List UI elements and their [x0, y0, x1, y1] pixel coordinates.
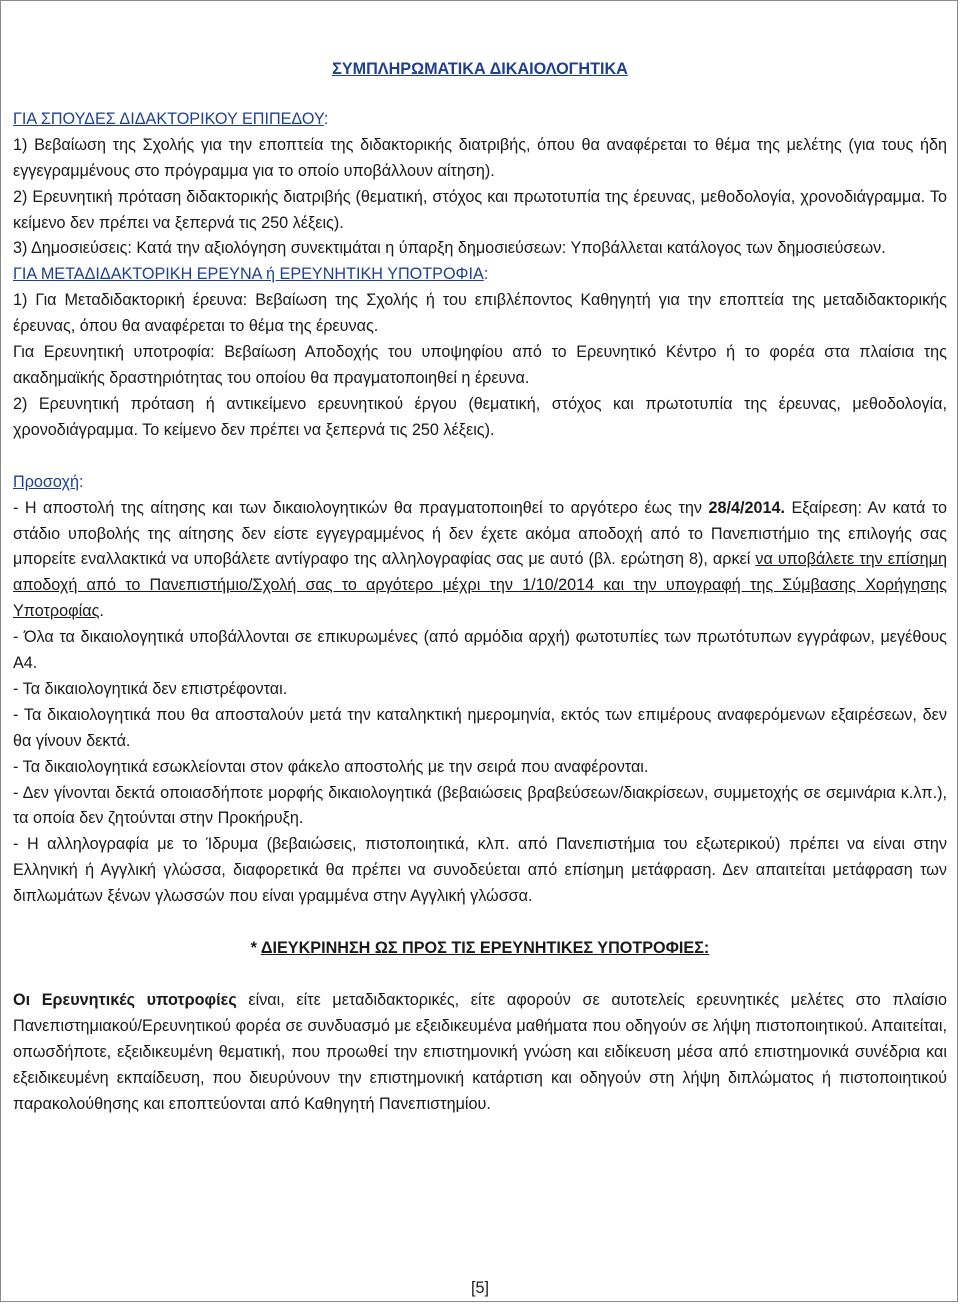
attention-bullet-4: - Τα δικαιολογητικά που θα αποσταλούν μετά την καταληκτική ημερομηνία, εκτός των επιμέρους αναφερόμενων εξαιρέσεων, δεν θα γίνουν δεκτά.	[13, 705, 947, 750]
page-title: ΣΥΜΠΛΗΡΩΜΑΤΙΚΑ ΔΙΚΑΙΟΛΟΓΗΤΙΚΑ	[332, 60, 628, 78]
attention-heading-colon: :	[78, 472, 84, 491]
postdoc-heading-colon: :	[483, 265, 489, 284]
acceptance-requirement: να υποβάλετε την επίσημη αποδοχή από το Πανεπιστήμιο/Σχολή σας το αργότερο μέχρι την 1/10/2014 και την υπογραφή της Σύμβασης Χορήγησης Υποτροφίας	[13, 550, 947, 621]
attention-bullet-1-text: - Η αποστολή της αίτησης και των δικαιολογητικών θα πραγματοποιηθεί το αργότερο έως την	[13, 498, 709, 517]
postdoc-item-2: 2) Ερευνητική πρόταση ή αντικείμενο ερευνητικού έργου (θεματική, στόχος και πρωτοτυπία της έρευνας, μεθοδολογία, χρονοδιάγραμμα. Το κείμενο δεν πρέπει να ξεπερνά τις 250 λέξεις).	[13, 394, 947, 439]
doctoral-item-2: 2) Ερευνητική πρόταση διδακτορικής διατριβής (θεματική, στόχος και πρωτοτυπία της έρευνας, μεθοδολογία, χρονοδιάγραμμα. Το κείμενο δεν πρέπει να ξεπερνά τις 250 λέξεις).	[13, 187, 947, 232]
doctoral-item-3: 3) Δημοσιεύσεις: Κατά την αξιολόγηση συνεκτιμάται η ύπαρξη δημοσιεύσεων: Υποβάλλεται κατάλογος των δημοσιεύσεων.	[13, 239, 886, 258]
clarification-text: είναι, είτε μεταδιδακτορικές, είτε αφορούν σε αυτοτελείς ερευνητικές μελέτες στο πλαίσιο Πανεπιστημιακού/Ερευνητικού φορέα σε συνδυασμό με εξειδικευμένα μαθήματα που οδηγούν σε λήψη πιστοποιητικού. Απαιτείται, οπωσδήποτε, εξειδικευμένη θεματική, που προωθεί την επιστημονική γνώση και ειδίκευση μέσα από επιστημονικά συνέδρια και εξειδικευμένη εκπαίδευση, που διευρύνουν την επιστημονική κατάρτιση και οδηγούν στη λήψη διπλώματος ή πιστοποιητικού παρακολούθησης και εποπτεύονται από Καθηγητή Πανεπιστημίου.	[13, 991, 948, 1113]
attention-bullet-6: - Δεν γίνονται δεκτά οποιασδήποτε μορφής δικαιολογητικά (βεβαιώσεις βραβεύσεων/διακρίσεων, συμμετοχής σε σεμινάρια κ.λπ.), τα οποία δεν ζητούνται στην Προκήρυξη.	[13, 783, 947, 828]
deadline-date: 28/4/2014.	[708, 498, 785, 517]
clarification-paragraph	[13, 988, 947, 1118]
attention-bullet-5: - Τα δικαιολογητικά εσωκλείονται στον φάκελο αποστολής με την σειρά που αναφέρονται.	[13, 757, 649, 776]
attention-bullet-7: - Η αλληλογραφία με το Ίδρυμα (βεβαιώσεις, πιστοποιητικά, κλπ. από Πανεπιστήμια του εξωτερικού) πρέπει να είναι στην Ελληνική ή Αγγλική γλώσσα, διαφορετικά θα πρέπει να συνοδεύεται από επίσημη μετάφραση. Δεν απαιτείται μετάφραση των διπλωμάτων ξένων γλωσσών που είναι γραμμένα στην Αγγλική γλώσσα.	[13, 835, 947, 906]
document-body	[13, 57, 947, 1118]
attention-bullet-1-end: .	[99, 602, 104, 621]
attention-heading: Προσοχή	[13, 472, 79, 491]
clarification-star: *	[250, 939, 261, 958]
clarification-heading: ΔΙΕΥΚΡΙΝΗΣΗ ΩΣ ΠΡΟΣ ΤΙΣ ΕΡΕΥΝΗΤΙΚΕΣ ΥΠΟΤΡΟΦΙΕΣ:	[260, 939, 710, 958]
doctoral-heading-line	[13, 107, 947, 133]
doctoral-item-1: 1) Βεβαίωση της Σχολής για την εποπτεία της διδακτορικής διατριβής, όπου θα αναφέρεται το θέμα της μελέτης (για τους ήδη εγγεγραμμένους στο πρόγραμμα για το οποίο υποβάλλουν αίτηση).	[13, 135, 947, 180]
postdoc-heading-line	[13, 262, 947, 288]
attention-bullet-1	[13, 496, 947, 626]
doctoral-heading: ΓΙΑ ΣΠΟΥΔΕΣ ΔΙΔΑΚΤΟΡΙΚΟΥ ΕΠΙΠΕΔΟΥ	[13, 109, 324, 128]
postdoc-item-1: 1) Για Μεταδιδακτορική έρευνα: Βεβαίωση της Σχολής ή του επιβλέποντος Καθηγητή για την εποπτεία της μεταδιδακτορικής έρευνας, όπου θα αναφέρεται το θέμα της έρευνας.	[13, 291, 947, 336]
attention-bullet-1-exception: Εξαίρεση: Αν κατά το στάδιο υποβολής της αίτησης δεν είστε εγγεγραμμένος ή δεν έχετε ακόμα αποδοχή από το Πανεπιστήμιο της επιλογής σας μπορείτε εναλλακτικά να υποβάλετε αντίγραφο της αλληλογραφίας σας με αυτό (βλ. ερώτηση 8), αρκεί	[13, 498, 947, 569]
clarification-heading-line	[13, 936, 947, 962]
doctoral-heading-colon: :	[323, 109, 329, 128]
attention-bullet-3: - Τα δικαιολογητικά δεν επιστρέφονται.	[13, 679, 288, 698]
page-number: [5]	[471, 1279, 489, 1297]
postdoc-item-1b: Για Ερευνητική υποτροφία: Βεβαίωση Αποδοχής του υποψηφίου από το Ερευνητικό Κέντρο ή το φορέα στα πλαίσια της ακαδημαϊκής δραστηριότητας του οποίου θα πραγματοποιηθεί η έρευνα.	[13, 343, 947, 387]
attention-heading-line	[13, 470, 947, 496]
attention-bullet-2: - Όλα τα δικαιολογητικά υποβάλλονται σε επικυρωμένες (από αρμόδια αρχή) φωτοτυπίες των πρωτότυπων εγγράφων, μεγέθους Α4.	[13, 628, 947, 673]
postdoc-heading: ΓΙΑ ΜΕΤΑΔΙΔΑΚΤΟΡΙΚΗ ΕΡΕΥΝΑ ή ΕΡΕΥΝΗΤΙΚΗ ΥΠΟΤΡΟΦΙΑ	[13, 265, 484, 284]
clarification-lead: Οι Ερευνητικές υποτροφίες	[13, 991, 237, 1009]
